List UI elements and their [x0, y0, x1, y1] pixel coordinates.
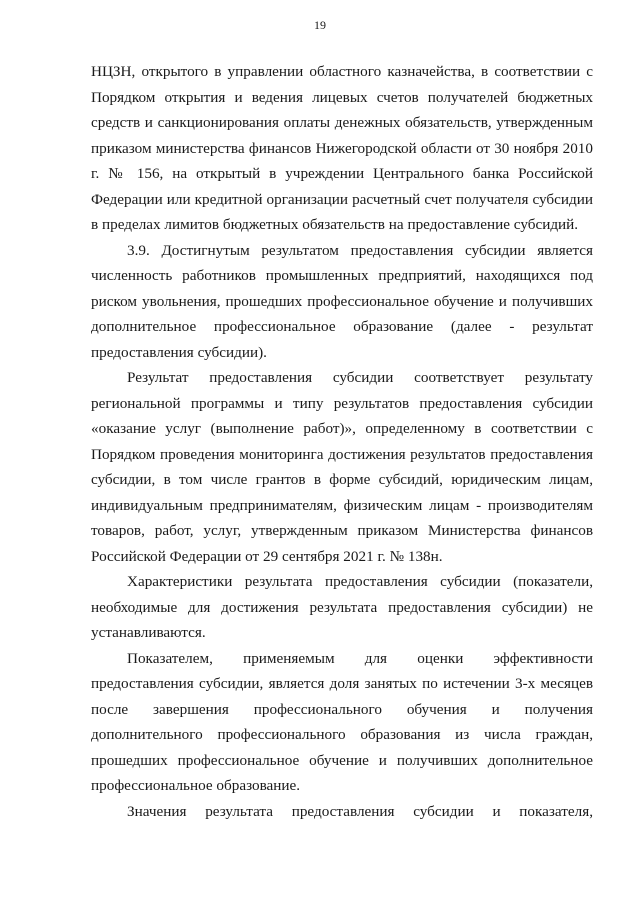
paragraph: Показателем, применяемым для оценки эффективности предоставления субсидии, является доля занятых по истечении 3-х месяцев после завершения профессионального обучения и получения дополнительного профессионального образования из числа граждан, прошедших профессиональное обучение и получивших дополнительное профессиональное образование. [91, 649, 593, 794]
page-number: 19 [314, 18, 326, 32]
paragraph: 3.9. Достигнутым результатом предоставления субсидии является численность работников промышленных предприятий, находящихся под риском увольнения, прошедших профессиональное обучение и получивших дополнительное профессиональное образование (далее - результат предоставления субсидии). [91, 241, 593, 361]
paragraph: НЦЗН, открытого в управлении областного казначейства, в соответствии с Порядком открытия и ведения лицевых счетов получателей бюджетных средств и санкционирования оплаты денежных обязательств, утвержденным приказом министерства финансов Нижегородской области от 30 ноября 2010 г. № 156, на открытый в учреждении Центрального банка Российской Федерации или кредитной организации расчетный счет получателя субсидии в пределах лимитов бюджетных обязательств на предоставление субсидий. [91, 63, 593, 233]
paragraph: Результат предоставления субсидии соответствует результату региональной программы и типу результатов предоставления субсидии «оказание услуг (выполнение работ)», определенному в соответствии с Порядком проведения мониторинга достижения результатов предоставления субсидии, в том числе грантов в форме субсидий, юридическим лицам, индивидуальным предпринимателям, физическим лицам - производителям товаров, работ, услуг, утвержденным приказом Министерства финансов Российской Федерации от 29 сентября 2021 г. № 138н. [91, 369, 593, 565]
paragraph: Значения результата предоставления субсидии и показателя, [127, 802, 593, 820]
paragraph: Характеристики результата предоставления субсидии (показатели, необходимые для достижения результата предоставления субсидии) не устанавливаются. [91, 573, 593, 641]
document-body [91, 59, 593, 824]
